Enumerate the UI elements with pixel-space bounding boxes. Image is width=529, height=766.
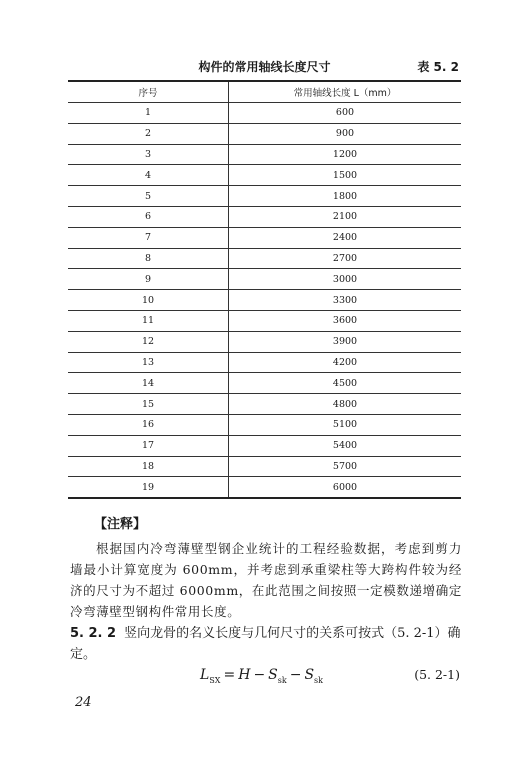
- table-row: [68, 206, 461, 227]
- note-paragraph: 根据国内冷弯薄壁型钢企业统计的工程经验数据，考虑到剪力墙最小计算宽度为 600mm，并考虑到承重梁柱等大跨构件较为经济的尺寸为不超过 6000mm，在此范围之间按照一定模数递增确定冷弯薄壁型钢构件常用长度。: [70, 541, 462, 619]
- cell-seq: 3: [68, 144, 229, 165]
- formula-term2-sub: sk: [277, 675, 287, 685]
- cell-length: 3000: [229, 269, 462, 290]
- table-row: [68, 144, 461, 165]
- cell-length: 2700: [229, 248, 462, 269]
- cell-seq: 18: [68, 456, 229, 477]
- cell-length: 3600: [229, 310, 462, 331]
- cell-length: 3900: [229, 331, 462, 352]
- table-row: [68, 435, 461, 456]
- table-number: 表 5. 2: [417, 60, 459, 74]
- cell-seq: 6: [68, 206, 229, 227]
- cell-length: 900: [229, 123, 462, 144]
- cell-seq: 5: [68, 186, 229, 207]
- formula-term2: S: [268, 667, 278, 683]
- table-row: [68, 394, 461, 415]
- cell-length: 5700: [229, 456, 462, 477]
- clause-number: 5. 2. 2: [70, 626, 117, 641]
- cell-length: 5400: [229, 435, 462, 456]
- formula-minus2: −: [289, 667, 302, 683]
- cell-seq: 4: [68, 165, 229, 186]
- table-row: [68, 456, 461, 477]
- cell-seq: 12: [68, 331, 229, 352]
- cell-seq: 10: [68, 290, 229, 311]
- formula-lhs: L: [200, 667, 210, 683]
- cell-seq: 11: [68, 310, 229, 331]
- table-row: [68, 352, 461, 373]
- table-row: [68, 477, 461, 498]
- page-number: 24: [75, 695, 92, 710]
- clause-5-2-2: [70, 623, 462, 665]
- formula-5-2-1: [200, 665, 323, 691]
- table-row: [68, 269, 461, 290]
- formula-minus1: −: [253, 667, 266, 683]
- cell-length: 2400: [229, 227, 462, 248]
- header-seq: 序号: [68, 81, 229, 103]
- table-row: [68, 290, 461, 311]
- axis-length-table: [68, 80, 461, 499]
- cell-seq: 19: [68, 477, 229, 498]
- table-row: [68, 123, 461, 144]
- cell-length: 1200: [229, 144, 462, 165]
- cell-seq: 1: [68, 103, 229, 124]
- cell-seq: 2: [68, 123, 229, 144]
- cell-length: 5100: [229, 414, 462, 435]
- cell-seq: 15: [68, 394, 229, 415]
- cell-seq: 8: [68, 248, 229, 269]
- table-row: [68, 186, 461, 207]
- table-row: [68, 248, 461, 269]
- table-row: [68, 310, 461, 331]
- table-row: [68, 227, 461, 248]
- formula-lhs-sub: SX: [209, 675, 221, 685]
- cell-length: 3300: [229, 290, 462, 311]
- table-row: [68, 414, 461, 435]
- cell-length: 6000: [332, 481, 358, 493]
- cell-length: 1800: [229, 186, 462, 207]
- clause-text: 竖向龙骨的名义长度与几何尺寸的关系可按式（5. 2-1）确定。: [70, 626, 461, 662]
- cell-length: 1500: [229, 165, 462, 186]
- cell-length: 2100: [229, 206, 462, 227]
- table-row: [68, 331, 461, 352]
- table-caption: [68, 58, 461, 78]
- header-length: 常用轴线长度 L（mm）: [229, 81, 462, 103]
- table-header-row: [68, 81, 461, 103]
- table-row: [68, 165, 461, 186]
- cell-length: 4800: [229, 394, 462, 415]
- cell-seq: 14: [68, 373, 229, 394]
- formula-eq: =: [223, 667, 236, 683]
- table-title: 构件的常用轴线长度尺寸: [198, 60, 331, 74]
- table-body: [68, 103, 461, 499]
- formula-term3: S: [304, 667, 315, 683]
- cell-seq: 13: [68, 352, 229, 373]
- formula-term1: H: [238, 667, 251, 683]
- table-row: [68, 103, 461, 124]
- formula-number: (5. 2-1): [414, 667, 460, 682]
- cell-length: 4200: [229, 352, 462, 373]
- cell-seq: 17: [68, 435, 229, 456]
- cell-seq: 9: [68, 269, 229, 290]
- cell-seq: 16: [68, 414, 229, 435]
- formula-term3-sub: sk: [314, 675, 323, 685]
- cell-seq: 7: [68, 227, 229, 248]
- formula-row: [70, 665, 462, 687]
- cell-length: 4500: [229, 373, 462, 394]
- note-heading: 【注释】: [94, 517, 147, 532]
- table-row: [68, 373, 461, 394]
- cell-length: 600: [229, 103, 462, 124]
